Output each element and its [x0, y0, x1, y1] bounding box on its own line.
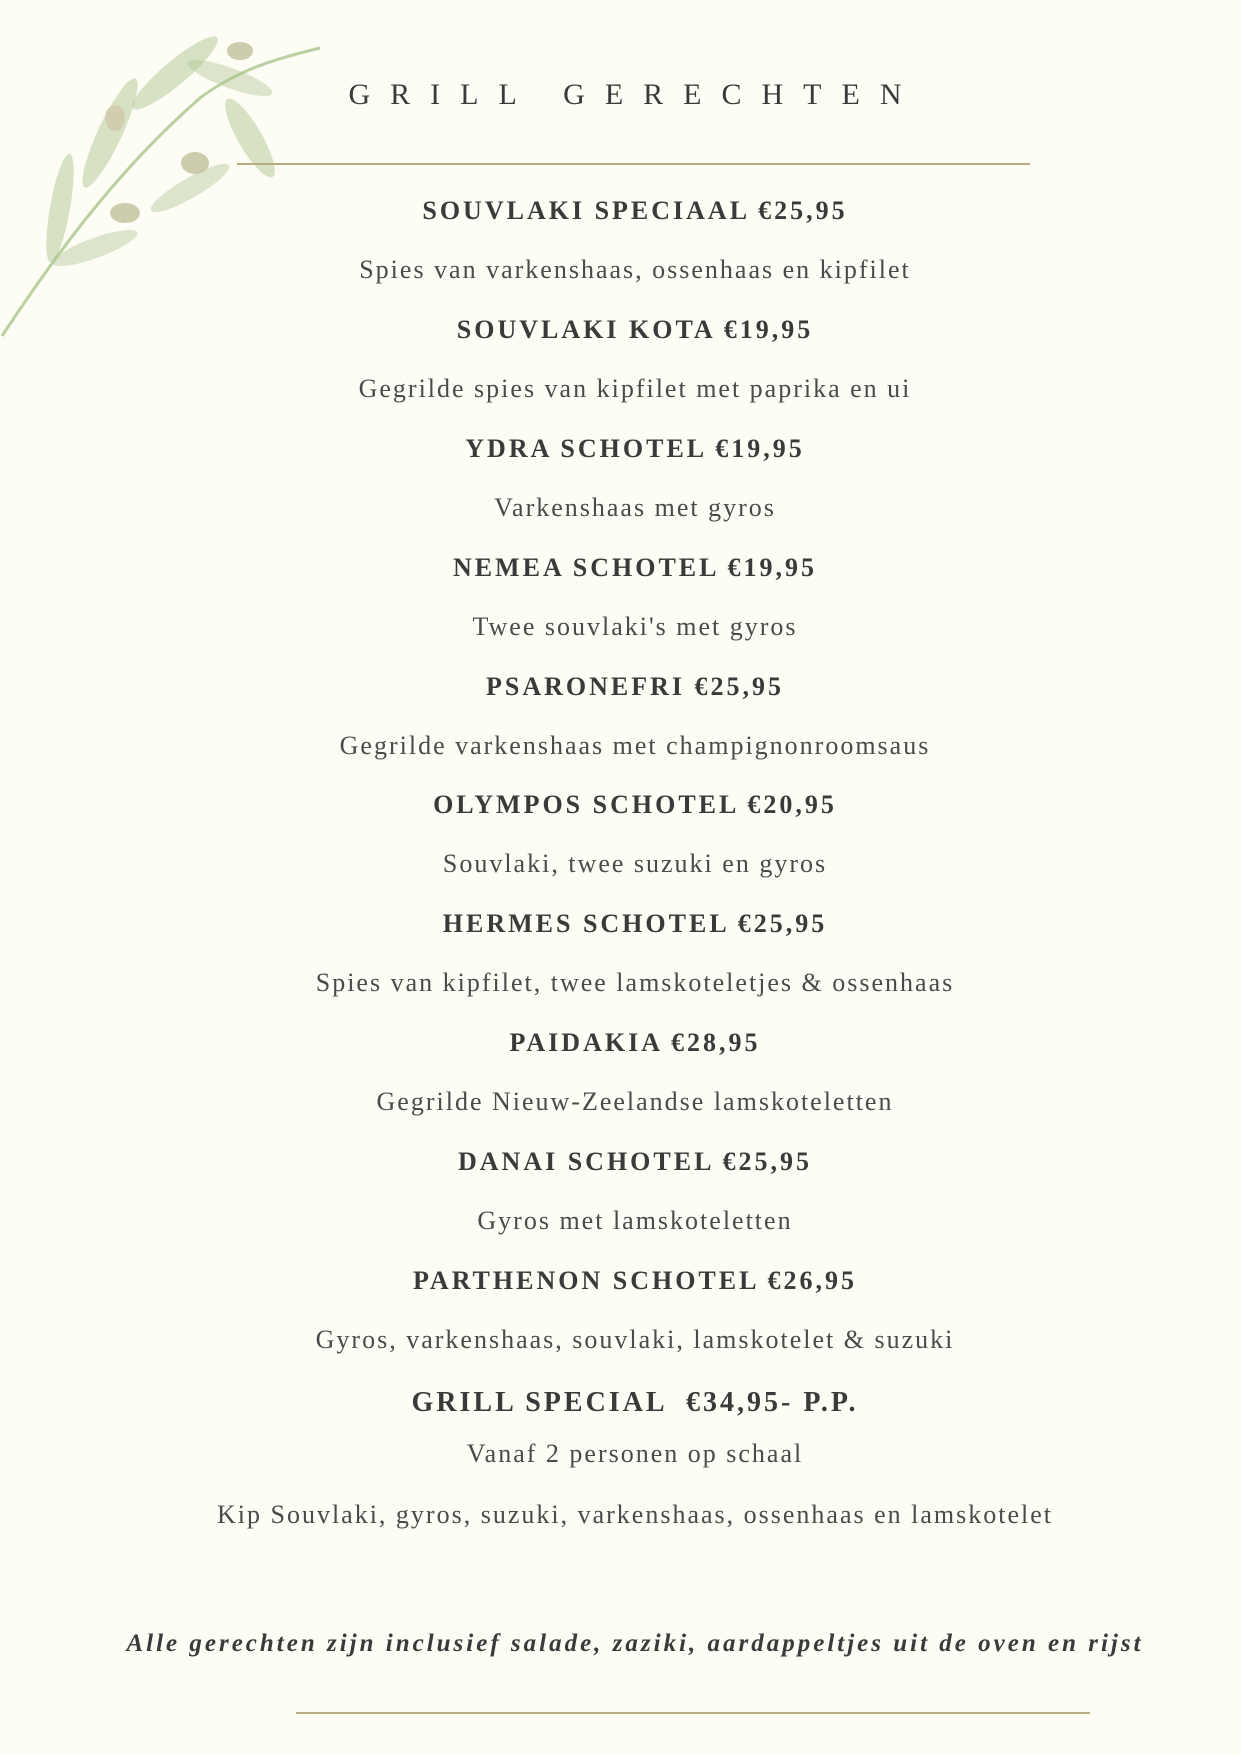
- dish-name: DANAI SCHOTEL €25,95: [458, 1147, 812, 1177]
- dish-description: Spies van kipfilet, twee lamskoteletjes & ossenhaas: [315, 968, 955, 998]
- dish-description: Twee souvlaki's met gyros: [472, 611, 798, 641]
- grill-special-line-2: Kip Souvlaki, gyros, suzuki, varkenshaas, ossenhaas en lamskotelet: [216, 1500, 1054, 1529]
- dish-name: HERMES SCHOTEL €25,95: [442, 909, 828, 939]
- grill-special-line-1: Vanaf 2 personen op schaal: [466, 1439, 804, 1468]
- dish-name: YDRA SCHOTEL €19,95: [465, 433, 805, 463]
- dish-description: Gegrilde varkenshaas met champignonroomsaus: [339, 730, 931, 760]
- dish-name: SOUVLAKI KOTA €19,95: [456, 314, 814, 344]
- dish-item: [0, 903, 1241, 1022]
- dish-description: Spies van varkenshaas, ossenhaas en kipfilet: [359, 255, 911, 284]
- dish-description: Souvlaki, twee suzuki en gyros: [442, 849, 828, 879]
- dish-description: Gegrilde Nieuw-Zeelandse lamskoteletten: [376, 1087, 894, 1117]
- page-title: GRILL GERECHTEN: [348, 78, 922, 111]
- footer-note: Alle gerechten zijn inclusief salade, zaziki, aardappeltjes uit de oven en rijst: [126, 1630, 1144, 1657]
- dish-name: SOUVLAKI SPECIAAL €25,95: [422, 196, 848, 225]
- dish-item: [0, 1022, 1241, 1141]
- dish-name: OLYMPOS SCHOTEL €20,95: [433, 790, 837, 820]
- dish-item: [0, 1260, 1241, 1379]
- dish-name: PAIDAKIA €28,95: [509, 1028, 761, 1058]
- bottom-divider: [296, 1712, 1090, 1714]
- dish-list: [0, 190, 1241, 1379]
- dish-name: PARTHENON SCHOTEL €26,95: [412, 1266, 858, 1296]
- grill-special-name: GRILL SPECIAL €34,95- P.P.: [411, 1387, 859, 1418]
- dish-item: [0, 190, 1241, 309]
- top-divider: [237, 163, 1030, 165]
- dish-item: [0, 309, 1241, 428]
- dish-description: Gyros met lamskoteletten: [477, 1206, 793, 1236]
- dish-item: [0, 666, 1241, 785]
- dish-name: NEMEA SCHOTEL €19,95: [452, 552, 818, 582]
- dish-item: [0, 1141, 1241, 1260]
- dish-description: Varkenshaas met gyros: [494, 492, 776, 522]
- grill-special: [0, 1383, 1241, 1545]
- dish-description: Gegrilde spies van kipfilet met paprika en ui: [358, 373, 912, 403]
- dish-item: [0, 428, 1241, 547]
- dish-item: [0, 547, 1241, 666]
- dish-item: [0, 784, 1241, 903]
- dish-name: PSARONEFRI €25,95: [485, 671, 784, 701]
- dish-description: Gyros, varkenshaas, souvlaki, lamskotelet & suzuki: [315, 1325, 955, 1355]
